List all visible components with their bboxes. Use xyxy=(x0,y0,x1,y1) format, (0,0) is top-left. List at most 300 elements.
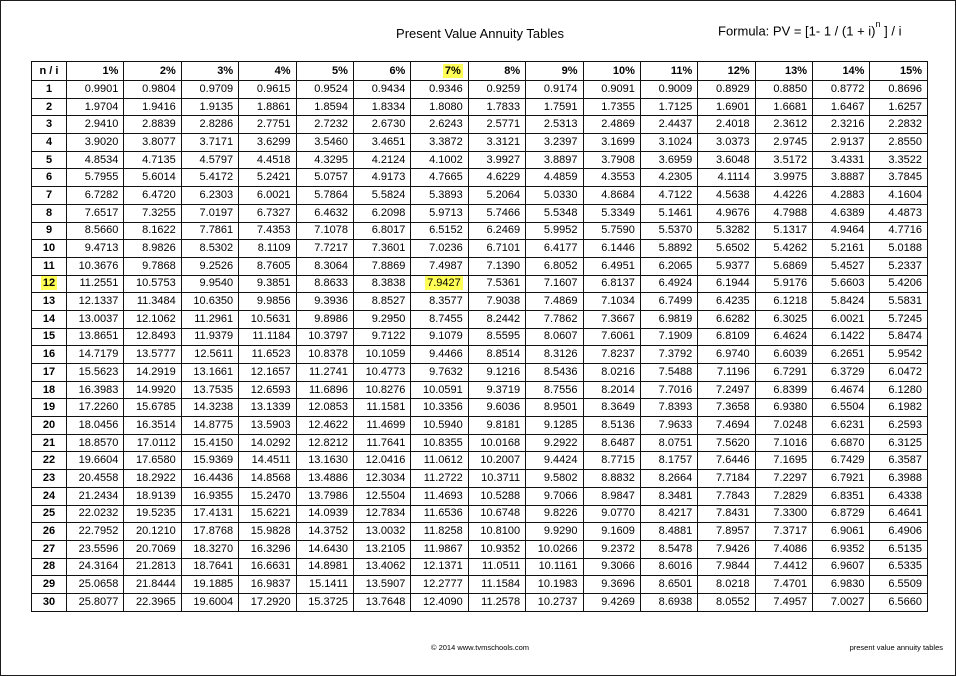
value-cell xyxy=(67,381,124,399)
value-cell xyxy=(526,98,583,116)
value-text: 5.5831 xyxy=(888,295,922,308)
table-row xyxy=(32,505,928,523)
value-text: 15.6221 xyxy=(250,507,291,520)
value-cell xyxy=(698,222,755,240)
value-text: 3.9975 xyxy=(773,171,808,184)
value-cell xyxy=(468,434,525,452)
value-text: 0.9259 xyxy=(486,82,521,95)
value-text: 0.9091 xyxy=(601,82,635,95)
value-cell xyxy=(468,576,525,594)
value-cell xyxy=(239,240,296,258)
column-header xyxy=(813,62,870,81)
value-text: 9.1216 xyxy=(486,365,521,378)
value-text: 8.1109 xyxy=(257,242,291,255)
value-cell xyxy=(353,593,410,611)
value-cell xyxy=(67,116,124,134)
value-text: 7.3601 xyxy=(371,242,406,255)
value-text: 11.3484 xyxy=(136,295,176,308)
value-text: 6.3025 xyxy=(773,312,808,325)
value-cell xyxy=(813,364,870,382)
value-cell xyxy=(583,204,640,222)
value-text: 15.2470 xyxy=(250,489,291,502)
value-cell xyxy=(526,328,583,346)
value-cell xyxy=(296,364,353,382)
value-text: 14.9920 xyxy=(136,383,176,396)
value-text: 6.4632 xyxy=(314,206,348,219)
value-text: 3.0373 xyxy=(716,135,750,148)
value-cell xyxy=(296,134,353,152)
value-text: 8.6938 xyxy=(658,595,693,608)
value-cell xyxy=(353,540,410,558)
value-cell xyxy=(813,576,870,594)
value-text: 8.2442 xyxy=(486,312,521,325)
value-cell xyxy=(411,293,468,311)
value-text: 4.3295 xyxy=(314,153,348,166)
value-cell xyxy=(411,487,468,505)
value-text: 18.9139 xyxy=(136,489,176,502)
value-cell xyxy=(813,558,870,576)
table-row xyxy=(32,576,928,594)
value-text: 10.0266 xyxy=(537,542,578,555)
value-text: 8.5478 xyxy=(658,542,693,555)
value-cell xyxy=(411,593,468,611)
value-text: 13.0032 xyxy=(365,525,406,538)
value-cell xyxy=(181,470,238,488)
value-cell xyxy=(870,169,928,187)
value-cell xyxy=(67,523,124,541)
value-text: 3.6048 xyxy=(716,153,750,166)
value-text: 4.5638 xyxy=(716,188,750,201)
value-cell xyxy=(526,593,583,611)
value-text: 9.1285 xyxy=(543,418,578,431)
value-text: 12.7834 xyxy=(365,507,406,520)
value-cell xyxy=(583,134,640,152)
table-row xyxy=(32,240,928,258)
value-text: 6.2651 xyxy=(830,348,865,361)
value-text: 9.8226 xyxy=(543,507,578,520)
value-cell xyxy=(124,540,181,558)
value-cell xyxy=(640,540,697,558)
value-text: 16.3983 xyxy=(78,383,119,396)
value-cell xyxy=(296,381,353,399)
value-cell xyxy=(411,310,468,328)
value-text: 0.9524 xyxy=(314,82,348,95)
value-text: 10.5753 xyxy=(136,277,176,290)
row-period-label: 10 xyxy=(42,242,56,255)
column-header-label: 1% xyxy=(102,64,119,77)
column-header-label: 6% xyxy=(389,64,406,77)
value-cell xyxy=(870,523,928,541)
value-text: 7.3658 xyxy=(716,401,750,414)
value-text: 7.3792 xyxy=(658,348,693,361)
value-cell xyxy=(67,293,124,311)
value-text: 7.3717 xyxy=(773,525,808,538)
value-cell xyxy=(411,417,468,435)
value-text: 12.5504 xyxy=(365,489,406,502)
value-cell xyxy=(698,151,755,169)
value-text: 1.6467 xyxy=(830,100,865,113)
value-cell xyxy=(640,169,697,187)
value-text: 3.9927 xyxy=(486,153,521,166)
column-header xyxy=(870,62,928,81)
value-text: 3.5172 xyxy=(773,153,808,166)
value-cell xyxy=(755,275,812,293)
value-cell xyxy=(181,98,238,116)
row-period-label: 29 xyxy=(42,578,56,591)
value-text: 19.6604 xyxy=(78,454,119,467)
value-cell xyxy=(124,434,181,452)
value-text: 9.8181 xyxy=(486,418,521,431)
value-cell xyxy=(239,187,296,205)
value-cell xyxy=(468,257,525,275)
value-text: 20.1210 xyxy=(136,525,176,538)
value-text: 0.9615 xyxy=(256,82,291,95)
row-period-cell xyxy=(32,81,67,99)
value-cell xyxy=(181,275,238,293)
value-text: 6.4177 xyxy=(543,242,578,255)
row-period-label: 4 xyxy=(45,135,53,148)
value-text: 6.1280 xyxy=(888,383,922,396)
value-text: 2.9410 xyxy=(84,118,119,131)
value-cell xyxy=(124,576,181,594)
column-header xyxy=(698,62,755,81)
value-cell xyxy=(468,364,525,382)
value-text: 9.9856 xyxy=(256,295,291,308)
value-text: 11.2551 xyxy=(79,277,119,290)
value-cell xyxy=(411,328,468,346)
column-header xyxy=(526,62,583,81)
value-text: 8.0751 xyxy=(658,436,693,449)
value-cell xyxy=(353,381,410,399)
value-text: 7.0027 xyxy=(830,595,865,608)
value-text: 15.9369 xyxy=(193,454,234,467)
value-text: 13.4886 xyxy=(308,471,348,484)
value-text: 5.1317 xyxy=(773,224,808,237)
value-text: 5.5348 xyxy=(543,206,578,219)
value-cell xyxy=(181,364,238,382)
value-cell xyxy=(411,275,468,293)
value-text: 7.4957 xyxy=(773,595,808,608)
value-text: 7.8431 xyxy=(716,507,750,520)
value-cell xyxy=(296,328,353,346)
value-cell xyxy=(755,505,812,523)
value-text: 10.8355 xyxy=(422,436,463,449)
table-row xyxy=(32,593,928,611)
value-text: 4.1604 xyxy=(888,188,922,201)
value-text: 3.3522 xyxy=(888,153,922,166)
value-text: 6.2593 xyxy=(888,418,922,431)
value-text: 2.3216 xyxy=(830,118,865,131)
value-cell xyxy=(526,558,583,576)
value-text: 19.6004 xyxy=(193,595,234,608)
table-row xyxy=(32,116,928,134)
value-text: 8.8832 xyxy=(601,471,635,484)
value-cell xyxy=(583,257,640,275)
value-text: 8.3064 xyxy=(314,259,348,272)
row-period-label: 25 xyxy=(42,507,56,520)
value-text: 0.9901 xyxy=(84,82,119,95)
value-text: 6.6870 xyxy=(830,436,865,449)
value-text: 9.4269 xyxy=(601,595,635,608)
value-text: 6.7282 xyxy=(84,188,119,201)
value-cell xyxy=(583,417,640,435)
value-cell xyxy=(353,417,410,435)
row-period-label: 20 xyxy=(42,418,56,431)
value-text: 1.9416 xyxy=(142,100,176,113)
value-cell xyxy=(239,434,296,452)
value-text: 7.9038 xyxy=(486,295,521,308)
value-cell xyxy=(583,116,640,134)
value-cell xyxy=(296,275,353,293)
value-text: 4.6229 xyxy=(486,171,521,184)
value-text: 1.7591 xyxy=(543,100,578,113)
value-text: 0.9346 xyxy=(429,82,463,95)
column-header-label: 2% xyxy=(159,64,176,77)
value-cell xyxy=(181,576,238,594)
value-text: 7.2297 xyxy=(773,471,808,484)
value-cell xyxy=(813,187,870,205)
row-period-label: 24 xyxy=(42,489,56,502)
value-cell xyxy=(870,204,928,222)
value-cell xyxy=(813,98,870,116)
value-text: 8.9826 xyxy=(142,242,176,255)
value-text: 7.0197 xyxy=(199,206,234,219)
value-cell xyxy=(640,81,697,99)
value-cell xyxy=(468,381,525,399)
value-text: 7.3255 xyxy=(142,206,176,219)
row-period-label: 15 xyxy=(42,330,56,343)
value-text: 13.2105 xyxy=(365,542,406,555)
value-cell xyxy=(353,576,410,594)
value-text: 4.9464 xyxy=(830,224,865,237)
value-cell xyxy=(698,328,755,346)
value-text: 8.6016 xyxy=(658,560,693,573)
value-cell xyxy=(698,593,755,611)
value-text: 5.5370 xyxy=(658,224,693,237)
value-text: 6.7101 xyxy=(486,242,521,255)
value-text: 3.6299 xyxy=(256,135,291,148)
value-cell xyxy=(755,204,812,222)
row-period-label: 28 xyxy=(42,560,56,573)
value-text: 10.8100 xyxy=(480,525,521,538)
value-text: 5.2337 xyxy=(888,259,922,272)
value-cell xyxy=(411,346,468,364)
row-period-cell xyxy=(32,204,67,222)
value-cell xyxy=(698,257,755,275)
value-cell xyxy=(239,540,296,558)
row-period-cell xyxy=(32,240,67,258)
value-text: 8.8633 xyxy=(314,277,348,290)
value-cell xyxy=(181,134,238,152)
value-cell xyxy=(468,222,525,240)
value-cell xyxy=(583,399,640,417)
value-text: 12.8212 xyxy=(308,436,348,449)
value-text: 23.5596 xyxy=(78,542,119,555)
value-cell xyxy=(870,257,928,275)
value-cell xyxy=(353,240,410,258)
value-cell xyxy=(239,452,296,470)
value-text: 7.7184 xyxy=(716,471,750,484)
value-text: 5.7864 xyxy=(314,188,348,201)
value-cell xyxy=(526,116,583,134)
row-period-label: 14 xyxy=(42,312,56,325)
value-cell xyxy=(755,310,812,328)
value-cell xyxy=(296,222,353,240)
column-header-label: 11% xyxy=(670,64,693,77)
value-cell xyxy=(755,187,812,205)
value-cell xyxy=(583,523,640,541)
value-cell xyxy=(411,187,468,205)
value-text: 6.4641 xyxy=(888,507,922,520)
value-text: 7.6061 xyxy=(601,330,635,343)
value-text: 6.4720 xyxy=(142,188,176,201)
value-cell xyxy=(468,328,525,346)
value-text: 15.9828 xyxy=(250,525,291,538)
value-cell xyxy=(526,417,583,435)
value-cell xyxy=(239,116,296,134)
value-cell xyxy=(468,98,525,116)
value-text: 3.5460 xyxy=(314,135,348,148)
value-text: 18.2922 xyxy=(136,471,176,484)
value-text: 5.4206 xyxy=(888,277,922,290)
value-text: 8.2014 xyxy=(601,383,635,396)
value-text: 10.2007 xyxy=(480,454,521,467)
value-cell xyxy=(755,98,812,116)
value-cell xyxy=(353,399,410,417)
value-cell xyxy=(526,434,583,452)
value-cell xyxy=(411,204,468,222)
value-text: 11.0612 xyxy=(423,454,463,467)
value-text: 16.6631 xyxy=(250,560,291,573)
value-cell xyxy=(870,187,928,205)
value-text: 2.4018 xyxy=(716,118,750,131)
value-text: 1.8594 xyxy=(314,100,348,113)
value-text: 6.8137 xyxy=(601,277,635,290)
value-cell xyxy=(124,364,181,382)
value-cell xyxy=(411,505,468,523)
value-text: 10.0591 xyxy=(422,383,463,396)
value-cell xyxy=(640,434,697,452)
value-cell xyxy=(583,169,640,187)
value-cell xyxy=(353,257,410,275)
table-row xyxy=(32,399,928,417)
value-text: 7.1196 xyxy=(716,365,750,378)
value-text: 25.8077 xyxy=(78,595,119,608)
value-text: 9.0770 xyxy=(601,507,635,520)
value-text: 13.4062 xyxy=(365,560,406,573)
value-text: 21.8444 xyxy=(136,578,176,591)
value-cell xyxy=(640,293,697,311)
value-cell xyxy=(124,257,181,275)
value-cell xyxy=(239,328,296,346)
table-row xyxy=(32,487,928,505)
value-cell xyxy=(698,399,755,417)
value-text: 14.6430 xyxy=(308,542,348,555)
column-header-label: 12% xyxy=(727,64,750,77)
value-text: 3.1024 xyxy=(658,135,693,148)
value-text: 3.4331 xyxy=(830,153,865,166)
value-text: 9.9540 xyxy=(199,277,234,290)
value-cell xyxy=(67,505,124,523)
value-cell xyxy=(124,346,181,364)
value-cell xyxy=(640,204,697,222)
value-text: 4.7135 xyxy=(142,153,176,166)
value-text: 7.9427 xyxy=(427,277,461,290)
value-text: 9.4424 xyxy=(543,454,578,467)
column-header xyxy=(181,62,238,81)
value-cell xyxy=(296,187,353,205)
value-cell xyxy=(296,487,353,505)
value-cell xyxy=(124,116,181,134)
value-text: 2.7232 xyxy=(314,118,348,131)
value-cell xyxy=(526,452,583,470)
value-text: 9.8986 xyxy=(314,312,348,325)
value-cell xyxy=(640,558,697,576)
value-cell xyxy=(813,434,870,452)
value-text: 0.9434 xyxy=(371,82,406,95)
value-cell xyxy=(526,540,583,558)
value-text: 12.5611 xyxy=(194,348,234,361)
row-period-cell xyxy=(32,293,67,311)
value-text: 8.4881 xyxy=(658,525,693,538)
value-cell xyxy=(870,487,928,505)
value-text: 5.2161 xyxy=(830,242,865,255)
value-text: 5.9176 xyxy=(773,277,808,290)
value-text: 5.3349 xyxy=(601,206,635,219)
value-text: 12.4622 xyxy=(308,418,348,431)
value-cell xyxy=(698,523,755,541)
value-cell xyxy=(870,470,928,488)
value-cell xyxy=(411,240,468,258)
value-cell xyxy=(640,116,697,134)
value-text: 2.9745 xyxy=(773,135,808,148)
row-period-label: 19 xyxy=(42,401,56,414)
value-text: 4.4859 xyxy=(543,171,578,184)
value-text: 7.5361 xyxy=(486,277,521,290)
value-cell xyxy=(296,346,353,364)
value-text: 9.3851 xyxy=(256,277,291,290)
value-cell xyxy=(411,523,468,541)
value-text: 4.7665 xyxy=(429,171,463,184)
value-text: 8.4217 xyxy=(658,507,693,520)
value-text: 6.0021 xyxy=(256,188,291,201)
value-text: 6.1422 xyxy=(830,330,865,343)
value-text: 8.7556 xyxy=(543,383,578,396)
value-text: 25.0658 xyxy=(78,578,119,591)
value-text: 7.1390 xyxy=(486,259,521,272)
value-text: 12.0853 xyxy=(308,401,348,414)
value-cell xyxy=(124,417,181,435)
value-text: 11.6523 xyxy=(251,348,291,361)
column-header-label: 9% xyxy=(561,64,578,77)
value-cell xyxy=(870,98,928,116)
value-cell xyxy=(640,134,697,152)
row-period-cell xyxy=(32,470,67,488)
value-cell xyxy=(755,381,812,399)
value-text: 12.1062 xyxy=(136,312,176,325)
value-cell xyxy=(813,116,870,134)
value-cell xyxy=(870,417,928,435)
row-period-label: 8 xyxy=(45,206,53,219)
value-cell xyxy=(353,558,410,576)
value-cell xyxy=(870,505,928,523)
value-cell xyxy=(583,364,640,382)
value-cell xyxy=(583,310,640,328)
value-text: 6.8399 xyxy=(773,383,808,396)
value-cell xyxy=(124,169,181,187)
value-cell xyxy=(468,240,525,258)
value-cell xyxy=(698,452,755,470)
